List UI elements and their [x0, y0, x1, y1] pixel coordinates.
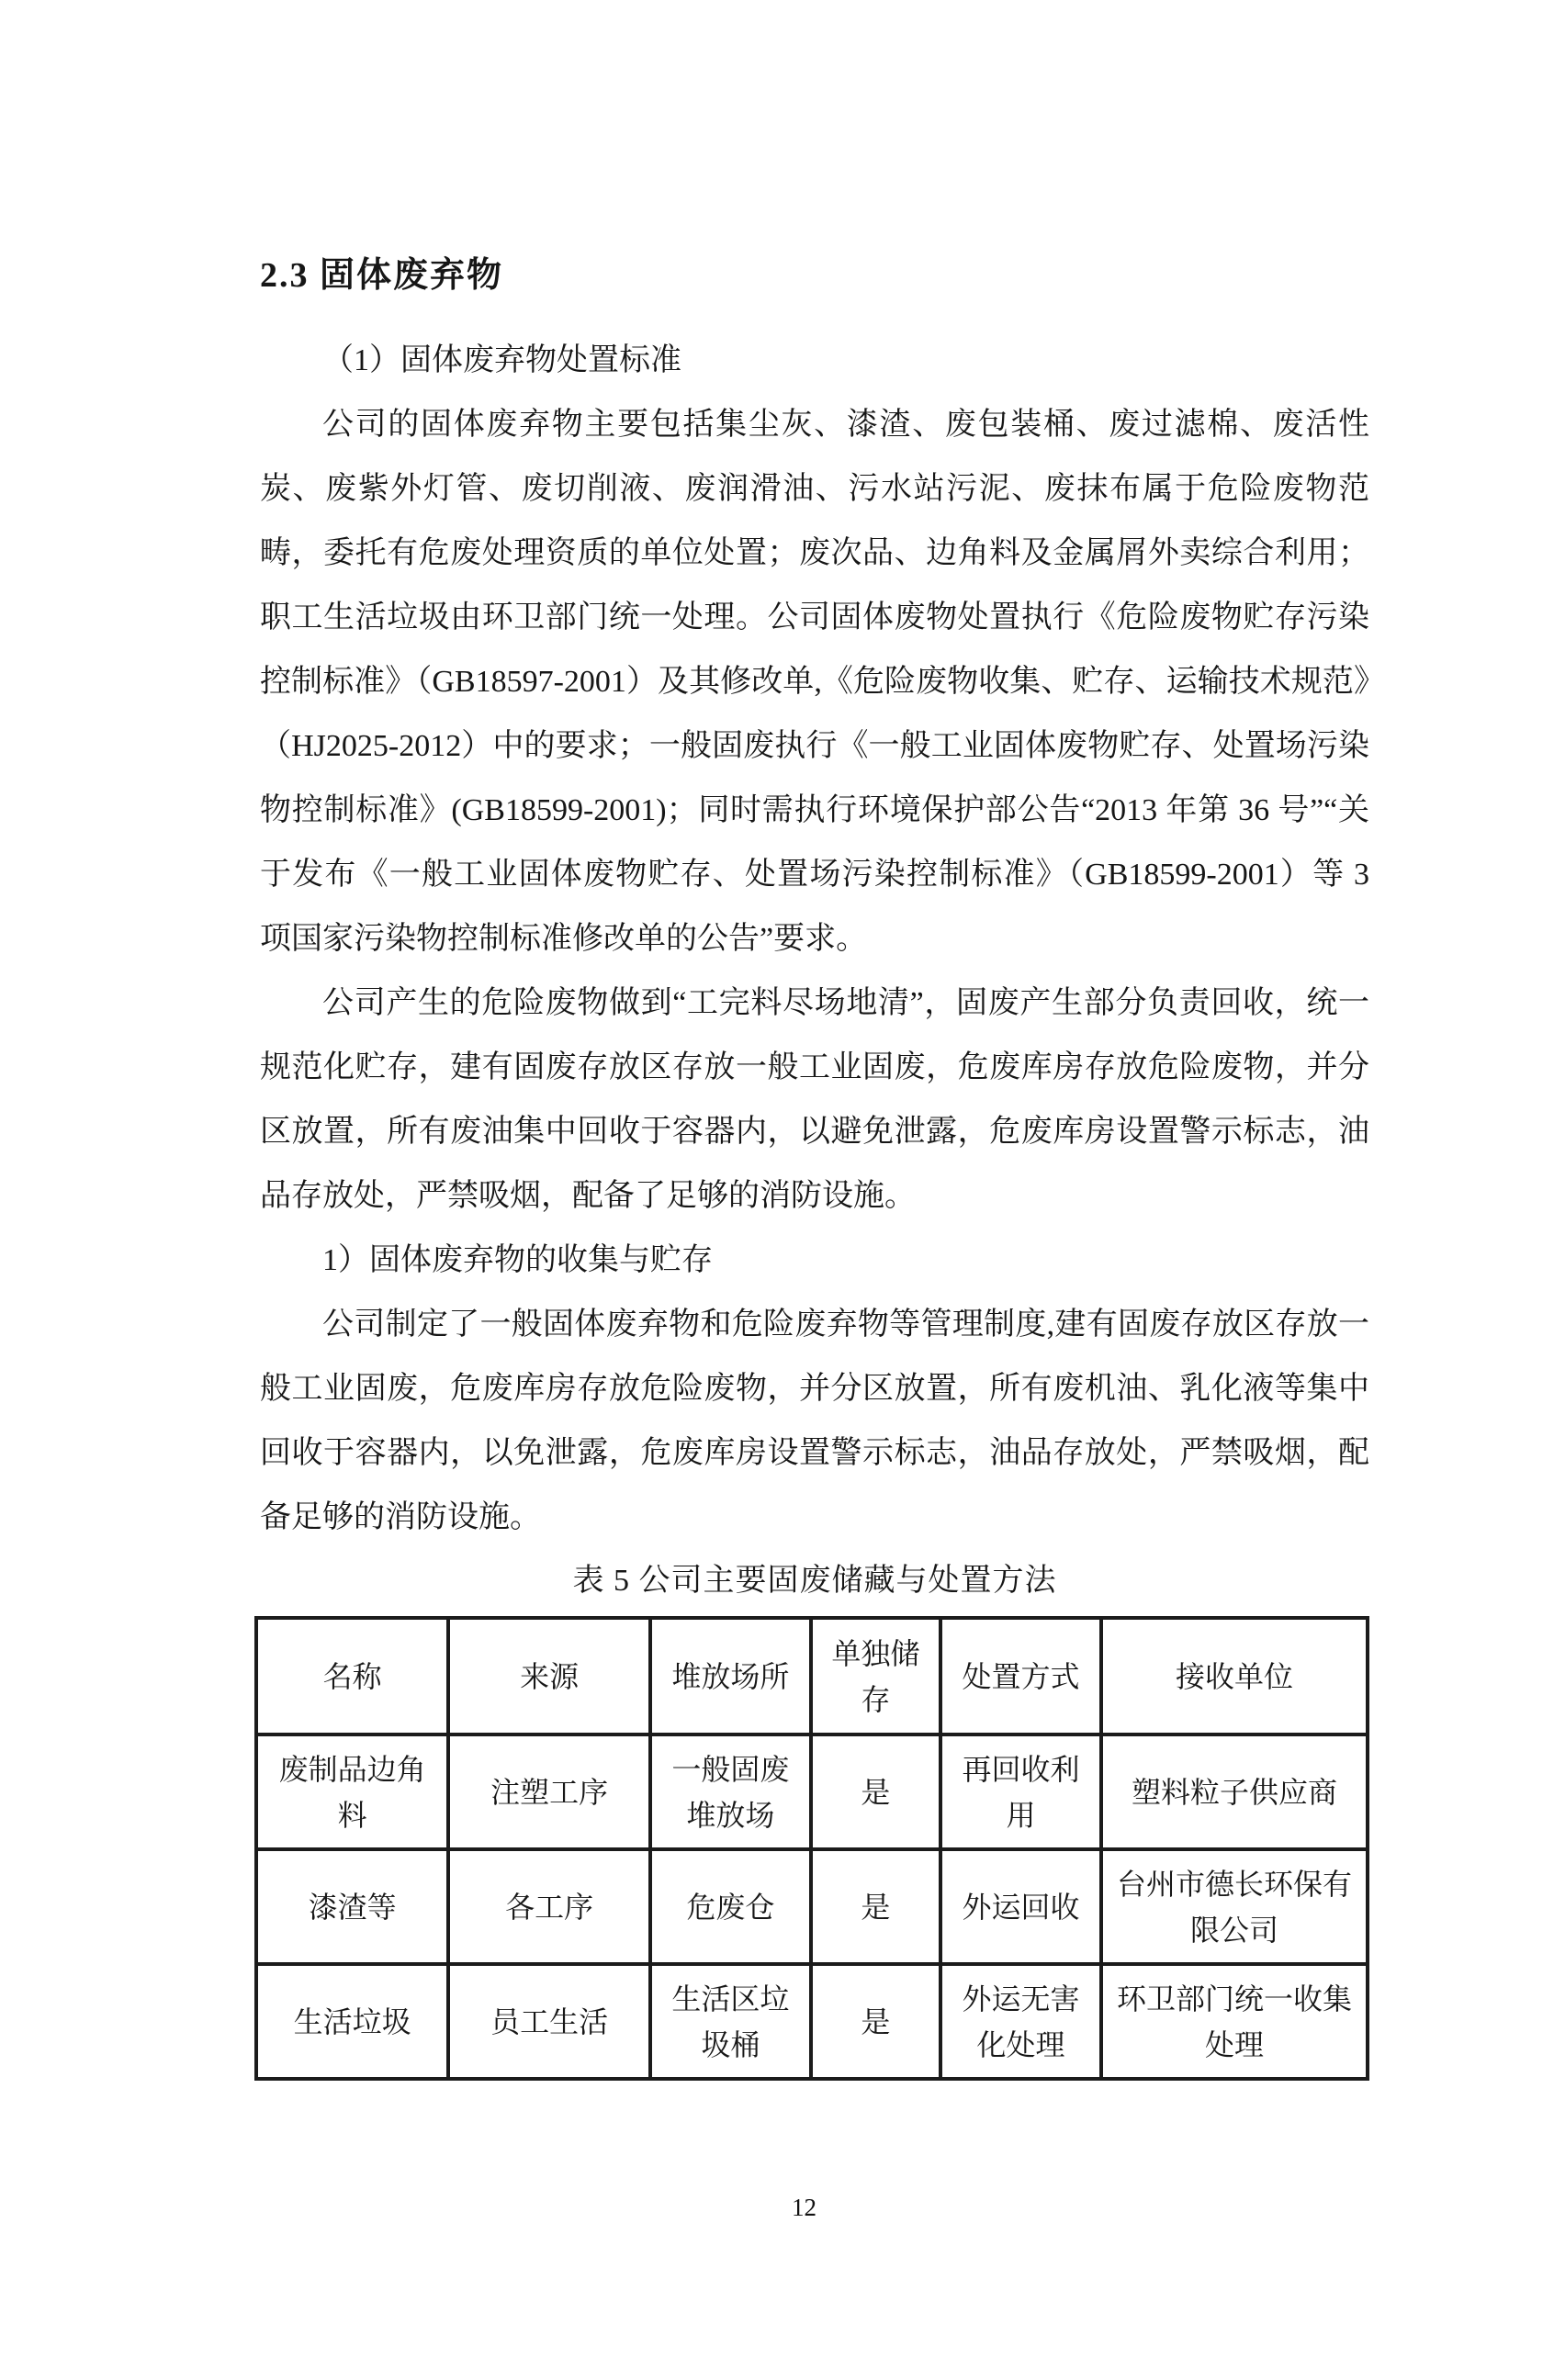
- table-cell: 生活垃圾: [256, 1964, 448, 2079]
- table-title: 表 5 公司主要固废储藏与处置方法: [572, 1564, 1057, 1598]
- subsection-2-title: 1）固体废弃物的收集与贮存: [322, 1243, 713, 1277]
- table-row: [256, 1964, 1368, 2079]
- solid-waste-table: [254, 1616, 1369, 2081]
- section-heading: 2.3 固体废弃物: [260, 256, 504, 295]
- table-cell: 是: [811, 1849, 940, 1964]
- page-number: 12: [792, 2194, 816, 2221]
- header-cell-site: 堆放场所: [650, 1618, 811, 1734]
- table-cell: 废制品边角料: [256, 1734, 448, 1849]
- header-cell-separate-storage: 单独储存: [811, 1618, 940, 1734]
- content-area: [260, 255, 1369, 2081]
- table-row: [256, 1849, 1368, 1964]
- header-cell-receiving-unit: 接收单位: [1101, 1618, 1368, 1734]
- table-cell: 环卫部门统一收集处理: [1101, 1964, 1368, 2079]
- paragraph-1: 公司的固体废弃物主要包括集尘灰、漆渣、废包装桶、废过滤棉、废活性炭、废紫外灯管、废切削液、废润滑油、污水站污泥、废抹布属于危险废物范畴，委托有危废处理资质的单位处置；废次品、边角料及金属屑外卖综合利用；职工生活垃圾由环卫部门统一处理。公司固体废物处置执行《危险废物贮存污染控制标准》（GB18597-2001）及其修改单,《危险废物收集、贮存、运输技术规范》（HJ2025-2012）中的要求；一般固废执行《一般工业固体废物贮存、处置场污染物控制标准》(GB18599-2001)；同时需执行环境保护部公告“2013 年第 36 号”“关于发布《一般工业固体废物贮存、处置场污染控制标准》（GB18599-2001）等 3 项国家污染物控制标准修改单的公告”要求。: [260, 408, 1369, 956]
- table-cell: 员工生活: [448, 1964, 649, 2079]
- table-cell: 台州市德长环保有限公司: [1101, 1849, 1368, 1964]
- table-cell: 塑料粒子供应商: [1101, 1734, 1368, 1849]
- table-cell: 再回收利用: [940, 1734, 1101, 1849]
- table-cell: 一般固废堆放场: [650, 1734, 811, 1849]
- body-text: [260, 329, 1369, 1550]
- header-cell-name: 名称: [256, 1618, 448, 1734]
- table-cell: 危废仓: [650, 1849, 811, 1964]
- header-cell-source: 来源: [448, 1618, 649, 1734]
- subsection-1-title: （1）固体废弃物处置标准: [322, 343, 681, 377]
- table-cell: 漆渣等: [256, 1849, 448, 1964]
- paragraph-3: 公司制定了一般固体废弃物和危险废弃物等管理制度,建有固废存放区存放一般工业固废，危废库房存放危险废物，并分区放置，所有废机油、乳化液等集中回收于容器内，以免泄露，危废库房设置警示标志，油品存放处，严禁吸烟，配备足够的消防设施。: [260, 1308, 1369, 1534]
- table-cell: 外运无害化处理: [940, 1964, 1101, 2079]
- table-cell: 是: [811, 1734, 940, 1849]
- table-header-row: [256, 1618, 1368, 1734]
- table-cell: 外运回收: [940, 1849, 1101, 1964]
- paragraph-2: 公司产生的危险废物做到“工完料尽场地清”，固废产生部分负责回收，统一规范化贮存，建有固废存放区存放一般工业固废，危废库房存放危险废物，并分区放置，所有废油集中回收于容器内，以避免泄露，危废库房设置警示标志，油品存放处，严禁吸烟，配备了足够的消防设施。: [260, 986, 1369, 1213]
- table-cell: 是: [811, 1964, 940, 2079]
- table-row: [256, 1734, 1368, 1849]
- table-cell: 注塑工序: [448, 1734, 649, 1849]
- table-cell: 各工序: [448, 1849, 649, 1964]
- table-cell: 生活区垃圾桶: [650, 1964, 811, 2079]
- header-cell-disposal-method: 处置方式: [940, 1618, 1101, 1734]
